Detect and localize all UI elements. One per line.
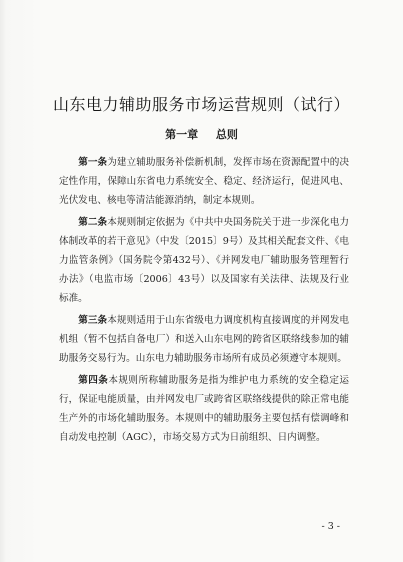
article-text: 本规则制定依据为《中共中央国务院关于进一步深化电力体制改革的若干意见》（中发〔2015〕9号）及其相关配套文件、《电力监管条例》（国务院令第432号）、《并网发电厂辅助服务管理暂行办法》（电监市场〔2006〕43号）以及国家有关法律、法规及行业标准。 <box>59 217 350 304</box>
document-title: 山东电力辅助服务市场运营规则（试行） <box>52 95 350 114</box>
article-text: 本规则适用于山东省级电力调度机构直接调度的并网发电机组（暂不包括自备电厂）和送入山东电网的跨省区联络线参加的辅助服务交易行为。山东电力辅助服务市场所有成员必须遵守本规则。 <box>59 315 350 364</box>
article-2 <box>59 213 349 308</box>
article-label: 第一条 <box>78 157 108 168</box>
article-label: 第二条 <box>78 217 108 228</box>
article-label: 第四条 <box>78 375 109 386</box>
article-4 <box>59 371 349 447</box>
article-label: 第三条 <box>78 315 108 326</box>
chapter-heading: 第一章 总则 <box>165 128 238 141</box>
document-body <box>59 153 349 450</box>
article-3 <box>59 311 349 368</box>
article-text: 本规则所称辅助服务是指为维护电力系统的安全稳定运行，保证电能质量，由并网发电厂或跨省区联络线提供的除正常电能生产外的市场化辅助服务。本规则中的辅助服务主要包括有偿调峰和自动发电控制（AGC），市场交易方式为日前组织、日内调整。 <box>59 375 349 443</box>
article-text: 为建立辅助服务补偿新机制，发挥市场在资源配置中的决定性作用，保障山东省电力系统安全、稳定、经济运行，促进风电、光伏发电、核电等清洁能源消纳，制定本规则。 <box>59 157 350 206</box>
article-1 <box>59 153 349 210</box>
page-number: - 3 - <box>321 521 340 532</box>
